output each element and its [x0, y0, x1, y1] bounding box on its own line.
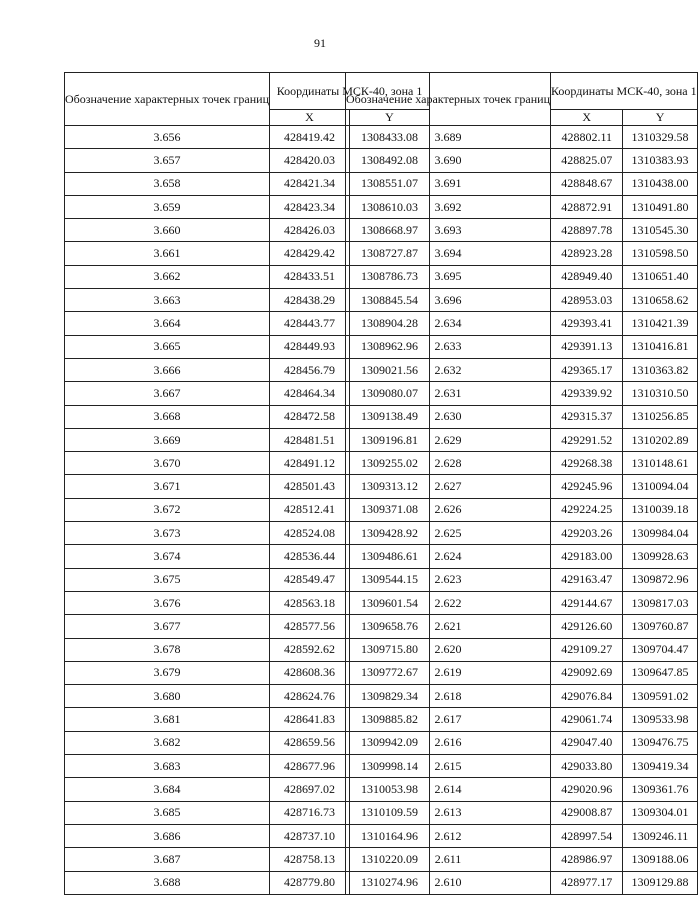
point-id-cell: 2.623 — [346, 568, 551, 591]
point-id-cell: 2.625 — [346, 522, 551, 545]
y-coordinate-cell: 1310491.80 — [623, 195, 697, 218]
table-row — [346, 428, 698, 451]
point-id-cell: 3.665 — [65, 335, 270, 358]
table-row — [346, 824, 698, 847]
table-row — [346, 312, 698, 335]
point-id-cell: 3.667 — [65, 382, 270, 405]
point-id-cell: 3.678 — [65, 638, 270, 661]
y-coordinate-cell: 1309129.88 — [623, 871, 697, 894]
y-coordinate-cell: 1308727.87 — [350, 242, 430, 265]
point-id-cell: 2.628 — [346, 452, 551, 475]
x-coordinate-cell: 429268.38 — [551, 452, 623, 475]
table-row — [346, 265, 698, 288]
y-coordinate-cell: 1309942.09 — [350, 731, 430, 754]
point-id-cell: 3.675 — [65, 568, 270, 591]
x-coordinate-cell: 428426.03 — [270, 219, 350, 242]
x-coordinate-cell: 428949.40 — [551, 265, 623, 288]
x-coordinate-cell: 429291.52 — [551, 428, 623, 451]
table-row — [346, 731, 698, 754]
y-coordinate-cell: 1309138.49 — [350, 405, 430, 428]
y-coordinate-cell: 1309419.34 — [623, 755, 697, 778]
x-coordinate-cell: 428481.51 — [270, 428, 350, 451]
y-coordinate-cell: 1309872.96 — [623, 568, 697, 591]
y-coordinate-cell: 1309885.82 — [350, 708, 430, 731]
x-coordinate-cell: 428456.79 — [270, 358, 350, 381]
table-row — [346, 685, 698, 708]
x-coordinate-cell: 429245.96 — [551, 475, 623, 498]
point-id-cell: 3.666 — [65, 358, 270, 381]
x-coordinate-cell: 429061.74 — [551, 708, 623, 731]
y-coordinate-cell: 1309255.02 — [350, 452, 430, 475]
table-row — [346, 289, 698, 312]
y-coordinate-cell: 1309829.34 — [350, 685, 430, 708]
point-id-cell: 3.658 — [65, 172, 270, 195]
x-coordinate-cell: 428592.62 — [270, 638, 350, 661]
y-coordinate-cell: 1308904.28 — [350, 312, 430, 335]
point-id-cell: 3.668 — [65, 405, 270, 428]
point-id-cell: 2.627 — [346, 475, 551, 498]
y-coordinate-cell: 1310053.98 — [350, 778, 430, 801]
x-coordinate-cell: 428577.56 — [270, 615, 350, 638]
point-id-cell: 2.631 — [346, 382, 551, 405]
x-coordinate-cell: 428608.36 — [270, 661, 350, 684]
y-coordinate-cell: 1310658.62 — [623, 289, 697, 312]
x-coordinate-cell: 428897.78 — [551, 219, 623, 242]
x-coordinate-cell: 429144.67 — [551, 591, 623, 614]
point-id-cell: 2.614 — [346, 778, 551, 801]
x-coordinate-cell: 428419.42 — [270, 126, 350, 149]
y-coordinate-cell: 1310109.59 — [350, 801, 430, 824]
x-coordinate-cell: 428986.97 — [551, 848, 623, 871]
x-coordinate-cell: 429391.13 — [551, 335, 623, 358]
point-id-cell: 3.659 — [65, 195, 270, 218]
point-id-cell: 3.679 — [65, 661, 270, 684]
x-coordinate-cell: 428641.83 — [270, 708, 350, 731]
coordinates-group-header: Координаты МСК-40, зона 1 — [270, 73, 430, 110]
x-coordinate-cell: 428549.47 — [270, 568, 350, 591]
y-coordinate-cell: 1309647.85 — [623, 661, 697, 684]
x-coordinate-cell: 428677.96 — [270, 755, 350, 778]
point-id-cell: 2.610 — [346, 871, 551, 894]
y-coordinate-cell: 1309246.11 — [623, 824, 697, 847]
y-coordinate-cell: 1310202.89 — [623, 428, 697, 451]
x-coordinate-cell: 429315.37 — [551, 405, 623, 428]
x-coordinate-cell: 428449.93 — [270, 335, 350, 358]
point-id-cell: 3.672 — [65, 498, 270, 521]
point-id-cell: 2.620 — [346, 638, 551, 661]
point-id-cell: 2.634 — [346, 312, 551, 335]
point-id-cell: 3.686 — [65, 824, 270, 847]
x-coordinate-cell: 428779.80 — [270, 871, 350, 894]
point-id-cell: 3.692 — [346, 195, 551, 218]
y-column-header: Y — [623, 110, 697, 126]
point-id-cell: 3.696 — [346, 289, 551, 312]
x-coordinate-cell: 428433.51 — [270, 265, 350, 288]
y-coordinate-cell: 1308786.73 — [350, 265, 430, 288]
point-id-cell: 3.676 — [65, 591, 270, 614]
table-row — [346, 172, 698, 195]
point-designation-header: Обозначение характерных точек границ — [346, 73, 551, 126]
x-coordinate-cell: 428512.41 — [270, 498, 350, 521]
table-body-right — [346, 126, 698, 895]
point-id-cell: 3.683 — [65, 755, 270, 778]
point-id-cell: 2.622 — [346, 591, 551, 614]
point-id-cell: 3.681 — [65, 708, 270, 731]
x-coordinate-cell: 428491.12 — [270, 452, 350, 475]
y-coordinate-cell: 1308962.96 — [350, 335, 430, 358]
x-coordinate-cell: 428421.34 — [270, 172, 350, 195]
point-id-cell: 3.687 — [65, 848, 270, 871]
point-id-cell: 2.618 — [346, 685, 551, 708]
y-coordinate-cell: 1308610.03 — [350, 195, 430, 218]
point-id-cell: 2.619 — [346, 661, 551, 684]
point-id-cell: 3.671 — [65, 475, 270, 498]
y-coordinate-cell: 1310363.82 — [623, 358, 697, 381]
y-coordinate-cell: 1309658.76 — [350, 615, 430, 638]
y-coordinate-cell: 1309533.98 — [623, 708, 697, 731]
x-column-header: X — [270, 110, 350, 126]
x-coordinate-cell: 428997.54 — [551, 824, 623, 847]
x-coordinate-cell: 428443.77 — [270, 312, 350, 335]
table-row — [346, 498, 698, 521]
x-coordinate-cell: 428501.43 — [270, 475, 350, 498]
x-coordinate-cell: 428802.11 — [551, 126, 623, 149]
y-coordinate-cell: 1308492.08 — [350, 149, 430, 172]
point-id-cell: 3.693 — [346, 219, 551, 242]
x-column-header: X — [551, 110, 623, 126]
x-coordinate-cell: 428716.73 — [270, 801, 350, 824]
point-id-cell: 3.682 — [65, 731, 270, 754]
table-row — [346, 615, 698, 638]
x-coordinate-cell: 428953.03 — [551, 289, 623, 312]
point-id-cell: 2.633 — [346, 335, 551, 358]
y-coordinate-cell: 1309984.04 — [623, 522, 697, 545]
x-coordinate-cell: 428825.07 — [551, 149, 623, 172]
y-coordinate-cell: 1309304.01 — [623, 801, 697, 824]
y-coordinate-cell: 1309772.67 — [350, 661, 430, 684]
point-id-cell: 3.663 — [65, 289, 270, 312]
y-coordinate-cell: 1309591.02 — [623, 685, 697, 708]
y-coordinate-cell: 1309371.08 — [350, 498, 430, 521]
y-coordinate-cell: 1309486.61 — [350, 545, 430, 568]
y-coordinate-cell: 1309928.63 — [623, 545, 697, 568]
point-id-cell: 3.688 — [65, 871, 270, 894]
y-coordinate-cell: 1308668.97 — [350, 219, 430, 242]
x-coordinate-cell: 428923.28 — [551, 242, 623, 265]
y-coordinate-cell: 1310383.93 — [623, 149, 697, 172]
table-row — [346, 522, 698, 545]
y-coordinate-cell: 1310545.30 — [623, 219, 697, 242]
point-id-cell: 3.695 — [346, 265, 551, 288]
x-coordinate-cell: 429126.60 — [551, 615, 623, 638]
x-coordinate-cell: 428737.10 — [270, 824, 350, 847]
point-id-cell: 3.662 — [65, 265, 270, 288]
y-coordinate-cell: 1309704.47 — [623, 638, 697, 661]
x-coordinate-cell: 428758.13 — [270, 848, 350, 871]
x-coordinate-cell: 429076.84 — [551, 685, 623, 708]
point-id-cell: 3.694 — [346, 242, 551, 265]
table-row — [346, 405, 698, 428]
table-row — [346, 778, 698, 801]
y-coordinate-cell: 1309080.07 — [350, 382, 430, 405]
coordinates-group-header: Координаты МСК-40, зона 1 — [551, 73, 698, 110]
table-row — [346, 219, 698, 242]
point-id-cell: 2.617 — [346, 708, 551, 731]
y-coordinate-cell: 1309021.56 — [350, 358, 430, 381]
point-id-cell: 3.685 — [65, 801, 270, 824]
y-coordinate-cell: 1308845.54 — [350, 289, 430, 312]
y-coordinate-cell: 1310039.18 — [623, 498, 697, 521]
point-id-cell: 3.664 — [65, 312, 270, 335]
coordinates-table-right — [345, 72, 698, 895]
y-coordinate-cell: 1309715.80 — [350, 638, 430, 661]
point-id-cell: 3.660 — [65, 219, 270, 242]
table-row — [346, 801, 698, 824]
y-coordinate-cell: 1308551.07 — [350, 172, 430, 195]
point-id-cell: 2.624 — [346, 545, 551, 568]
point-id-cell: 2.629 — [346, 428, 551, 451]
y-coordinate-cell: 1309428.92 — [350, 522, 430, 545]
y-coordinate-cell: 1310438.00 — [623, 172, 697, 195]
x-coordinate-cell: 429365.17 — [551, 358, 623, 381]
table-row — [346, 591, 698, 614]
x-coordinate-cell: 428524.08 — [270, 522, 350, 545]
point-designation-header: Обозначение характерных точек границ — [65, 73, 270, 126]
x-coordinate-cell: 429203.26 — [551, 522, 623, 545]
x-coordinate-cell: 428563.18 — [270, 591, 350, 614]
x-coordinate-cell: 429008.87 — [551, 801, 623, 824]
y-coordinate-cell: 1310164.96 — [350, 824, 430, 847]
x-coordinate-cell: 428872.91 — [551, 195, 623, 218]
point-id-cell: 2.612 — [346, 824, 551, 847]
table-row — [346, 661, 698, 684]
x-coordinate-cell: 429339.92 — [551, 382, 623, 405]
point-id-cell: 2.621 — [346, 615, 551, 638]
table-row — [346, 638, 698, 661]
x-coordinate-cell: 428420.03 — [270, 149, 350, 172]
y-coordinate-cell: 1310148.61 — [623, 452, 697, 475]
point-id-cell: 3.690 — [346, 149, 551, 172]
x-coordinate-cell: 428977.17 — [551, 871, 623, 894]
y-coordinate-cell: 1309817.03 — [623, 591, 697, 614]
y-coordinate-cell: 1310329.58 — [623, 126, 697, 149]
point-id-cell: 3.661 — [65, 242, 270, 265]
y-coordinate-cell: 1310416.81 — [623, 335, 697, 358]
y-coordinate-cell: 1309361.76 — [623, 778, 697, 801]
y-coordinate-cell: 1310598.50 — [623, 242, 697, 265]
x-coordinate-cell: 428624.76 — [270, 685, 350, 708]
y-coordinate-cell: 1309998.14 — [350, 755, 430, 778]
y-coordinate-cell: 1308433.08 — [350, 126, 430, 149]
x-coordinate-cell: 429393.41 — [551, 312, 623, 335]
x-coordinate-cell: 428429.42 — [270, 242, 350, 265]
x-coordinate-cell: 428472.58 — [270, 405, 350, 428]
table-row — [346, 358, 698, 381]
point-id-cell: 3.674 — [65, 545, 270, 568]
y-column-header: Y — [350, 110, 430, 126]
x-coordinate-cell: 429163.47 — [551, 568, 623, 591]
table-row — [346, 335, 698, 358]
table-row — [346, 195, 698, 218]
point-id-cell: 3.677 — [65, 615, 270, 638]
x-coordinate-cell: 428536.44 — [270, 545, 350, 568]
x-coordinate-cell: 429183.00 — [551, 545, 623, 568]
x-coordinate-cell: 428848.67 — [551, 172, 623, 195]
x-coordinate-cell: 429033.80 — [551, 755, 623, 778]
point-id-cell: 3.691 — [346, 172, 551, 195]
x-coordinate-cell: 428659.56 — [270, 731, 350, 754]
x-coordinate-cell: 428464.34 — [270, 382, 350, 405]
table-row — [346, 452, 698, 475]
x-coordinate-cell: 428697.02 — [270, 778, 350, 801]
y-coordinate-cell: 1309760.87 — [623, 615, 697, 638]
table-row — [346, 475, 698, 498]
x-coordinate-cell: 428423.34 — [270, 195, 350, 218]
table-row — [346, 545, 698, 568]
table-row — [346, 126, 698, 149]
y-coordinate-cell: 1310651.40 — [623, 265, 697, 288]
x-coordinate-cell: 429047.40 — [551, 731, 623, 754]
point-id-cell: 3.689 — [346, 126, 551, 149]
y-coordinate-cell: 1309476.75 — [623, 731, 697, 754]
y-coordinate-cell: 1309196.81 — [350, 428, 430, 451]
point-id-cell: 3.684 — [65, 778, 270, 801]
point-id-cell: 3.680 — [65, 685, 270, 708]
y-coordinate-cell: 1309313.12 — [350, 475, 430, 498]
table-row — [346, 382, 698, 405]
y-coordinate-cell: 1310274.96 — [350, 871, 430, 894]
point-id-cell: 3.670 — [65, 452, 270, 475]
point-id-cell: 2.611 — [346, 848, 551, 871]
point-id-cell: 3.673 — [65, 522, 270, 545]
table-row — [346, 755, 698, 778]
table-row — [346, 242, 698, 265]
x-coordinate-cell: 429020.96 — [551, 778, 623, 801]
x-coordinate-cell: 429109.27 — [551, 638, 623, 661]
table-row — [346, 708, 698, 731]
x-coordinate-cell: 429092.69 — [551, 661, 623, 684]
point-id-cell: 2.626 — [346, 498, 551, 521]
y-coordinate-cell: 1309188.06 — [623, 848, 697, 871]
point-id-cell: 2.613 — [346, 801, 551, 824]
point-id-cell: 2.616 — [346, 731, 551, 754]
point-id-cell: 3.656 — [65, 126, 270, 149]
point-id-cell: 2.615 — [346, 755, 551, 778]
y-coordinate-cell: 1310220.09 — [350, 848, 430, 871]
table-row — [346, 149, 698, 172]
point-id-cell: 3.657 — [65, 149, 270, 172]
y-coordinate-cell: 1310094.04 — [623, 475, 697, 498]
table-row — [346, 848, 698, 871]
point-id-cell: 3.669 — [65, 428, 270, 451]
y-coordinate-cell: 1310421.39 — [623, 312, 697, 335]
table-row — [346, 871, 698, 894]
y-coordinate-cell: 1310310.50 — [623, 382, 697, 405]
x-coordinate-cell: 429224.25 — [551, 498, 623, 521]
page-number: 91 — [314, 36, 326, 50]
y-coordinate-cell: 1310256.85 — [623, 405, 697, 428]
x-coordinate-cell: 428438.29 — [270, 289, 350, 312]
point-id-cell: 2.630 — [346, 405, 551, 428]
point-id-cell: 2.632 — [346, 358, 551, 381]
table-row — [346, 568, 698, 591]
y-coordinate-cell: 1309601.54 — [350, 591, 430, 614]
y-coordinate-cell: 1309544.15 — [350, 568, 430, 591]
